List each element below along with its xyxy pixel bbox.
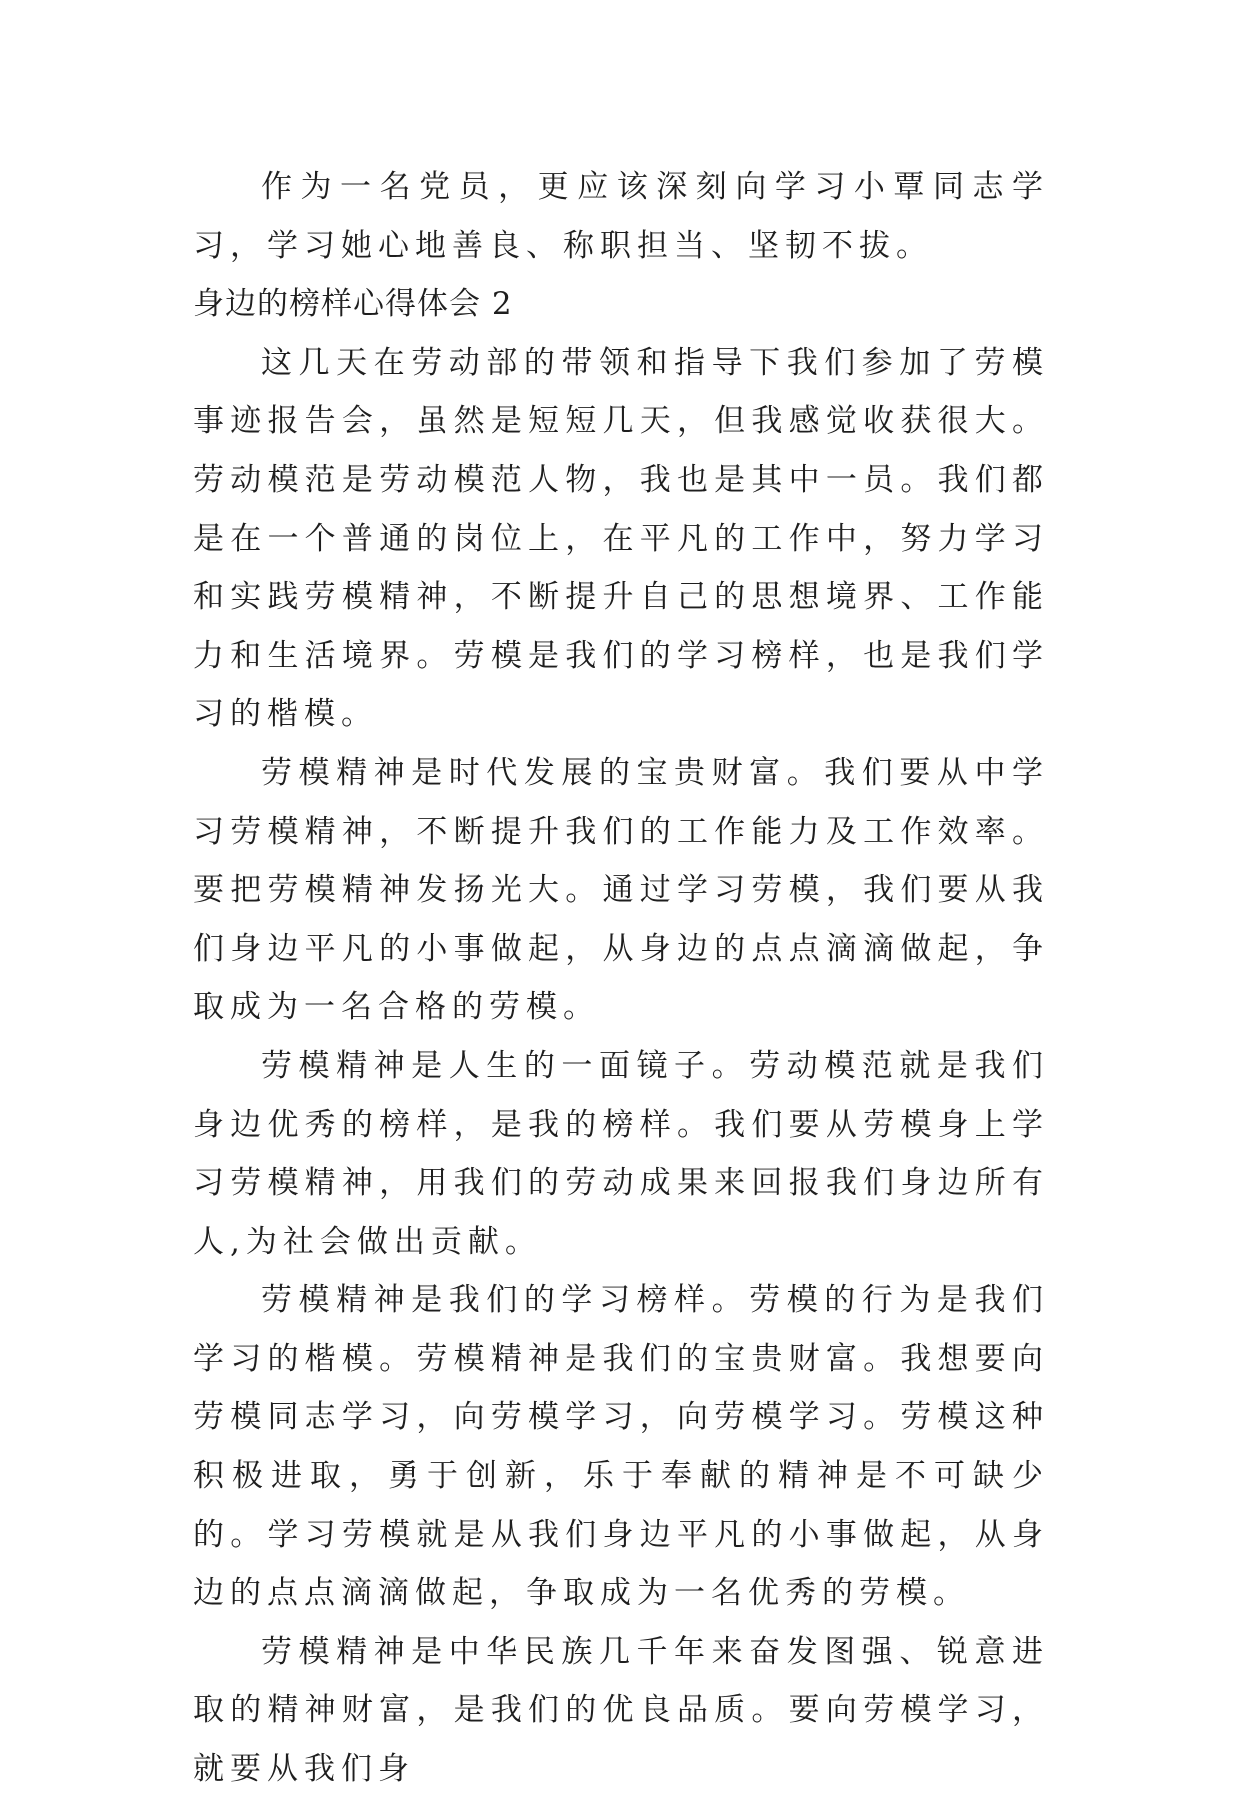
- paragraph: 劳模精神是人生的一面镜子。劳动模范就是我们身边优秀的榜样，是我的榜样。我们要从劳模身上学习劳模精神，用我们的劳动成果来回报我们身边所有人,为社会做出贡献。: [193, 1047, 1049, 1260]
- document-body: [193, 158, 1049, 1799]
- paragraph: 劳模精神是时代发展的宝贵财富。我们要从中学习劳模精神，不断提升我们的工作能力及工作效率。要把劳模精神发扬光大。通过学习劳模，我们要从我们身边平凡的小事做起，从身边的点点滴滴做起，争取成为一名合格的劳模。: [193, 754, 1049, 1026]
- paragraph: 劳模精神是中华民族几千年来奋发图强、锐意进取的精神财富，是我们的优良品质。要向劳模学习，就要从我们身: [193, 1633, 1049, 1788]
- paragraph: 劳模精神是我们的学习榜样。劳模的行为是我们学习的楷模。劳模精神是我们的宝贵财富。我想要向劳模同志学习，向劳模学习，向劳模学习。劳模这种积极进取，勇于创新，乐于奉献的精神是不可缺少的。学习劳模就是从我们身边平凡的小事做起，从身边的点点滴滴做起，争取成为一名优秀的劳模。: [193, 1282, 1049, 1612]
- paragraph: 作为一名党员，更应该深刻向学习小覃同志学习，学习她心地善良、称职担当、坚韧不拔。: [193, 169, 1049, 264]
- paragraph: 这几天在劳动部的带领和指导下我们参加了劳模事迹报告会，虽然是短短几天，但我感觉收获很大。劳动模范是劳动模范人物，我也是其中一员。我们都是在一个普通的岗位上，在平凡的工作中，努力学习和实践劳模精神，不断提升自己的思想境界、工作能力和生活境界。劳模是我们的学习榜样，也是我们学习的楷模。: [193, 344, 1049, 733]
- section-heading: 身边的榜样心得体会 2: [193, 286, 513, 323]
